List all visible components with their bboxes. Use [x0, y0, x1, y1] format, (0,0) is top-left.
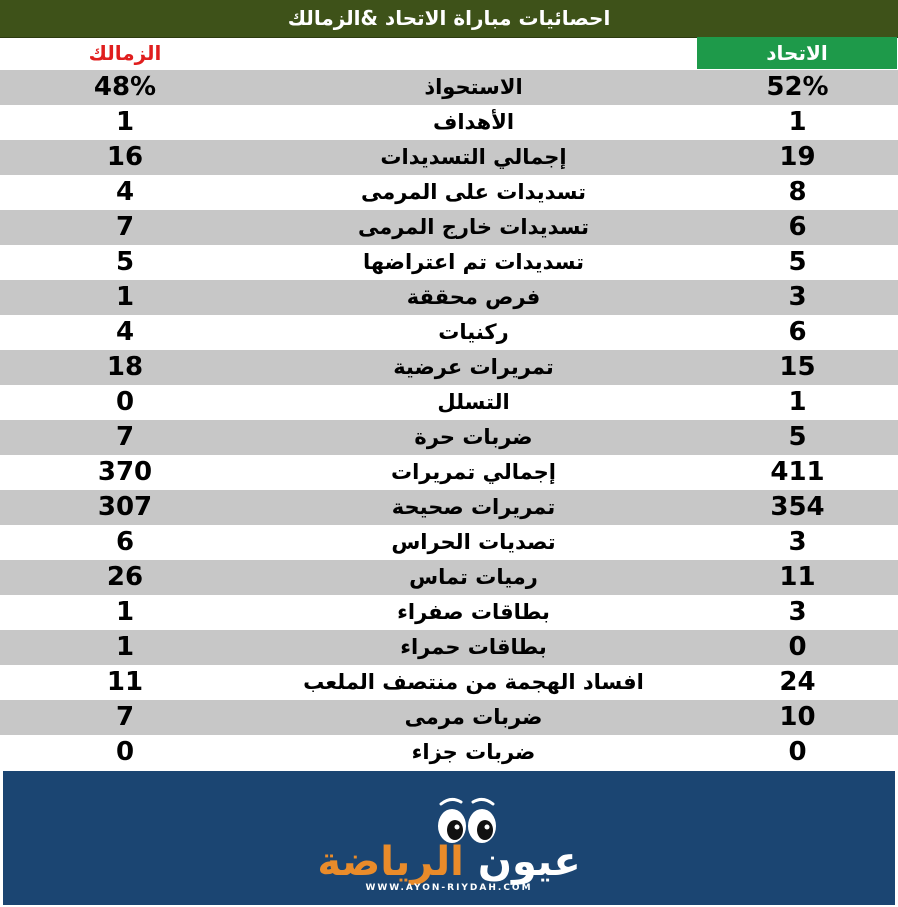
stat-home-value: 24 — [779, 667, 816, 697]
stat-home-value: 411 — [770, 457, 825, 487]
stat-home-value: 15 — [779, 352, 816, 382]
stat-away-value: 11 — [106, 667, 144, 697]
stat-away-value: 1 — [115, 597, 135, 627]
stat-label: الأهداف — [432, 110, 515, 134]
stat-row — [0, 455, 898, 490]
stat-label: إجمالي التسديدات — [380, 145, 567, 169]
stat-home-value: 3 — [788, 597, 807, 627]
stat-row — [0, 105, 898, 140]
stat-home-value: 10 — [779, 702, 816, 732]
stat-away-value: 4 — [115, 177, 135, 207]
footer-banner — [3, 771, 895, 905]
title-bar — [0, 0, 898, 38]
page-title: احصائيات مباراة الاتحاد &الزمالك — [287, 6, 611, 30]
stat-home-value: 354 — [770, 492, 825, 522]
stat-home-value: 8 — [788, 177, 807, 207]
stat-home-value: 3 — [788, 527, 807, 557]
stat-away-value: 26 — [106, 562, 144, 592]
stat-row — [0, 280, 898, 315]
stat-row — [0, 560, 898, 595]
stat-row — [0, 140, 898, 175]
stat-away-value: 48% — [93, 72, 157, 102]
stat-away-value: 16 — [106, 142, 144, 172]
stat-home-value: 19 — [779, 142, 816, 172]
stat-row — [0, 245, 898, 280]
stat-label: تسديدات على المرمى — [361, 180, 586, 204]
stat-label: تصديات الحراس — [391, 530, 556, 554]
stat-away-value: 4 — [115, 317, 135, 347]
stat-away-value: 7 — [115, 422, 135, 452]
stat-row — [0, 595, 898, 630]
logo-text-part2: الرياضة — [317, 839, 464, 885]
stat-away-value: 7 — [115, 702, 135, 732]
stat-home-value: 5 — [788, 422, 807, 452]
stat-away-value: 7 — [115, 212, 135, 242]
stat-row — [0, 630, 898, 665]
logo-text — [3, 839, 895, 885]
stat-label: إجمالي تمريرات — [390, 460, 557, 484]
stat-label: بطاقات حمراء — [400, 635, 547, 659]
stat-label: رميات تماس — [409, 565, 538, 589]
stat-away-value: 1 — [115, 282, 135, 312]
stat-away-value: 307 — [97, 492, 153, 522]
eyes-logo-icon — [433, 794, 503, 844]
stat-label: تمريرات صحيحة — [391, 495, 556, 519]
stat-home-value: 1 — [788, 387, 807, 417]
stat-home-value: 3 — [788, 282, 807, 312]
stat-home-value: 52% — [766, 72, 829, 102]
stat-home-value: 5 — [788, 247, 807, 277]
stat-label: الاستحواذ — [424, 75, 523, 99]
stat-home-value: 11 — [779, 562, 816, 592]
stat-row — [0, 700, 898, 735]
stat-row — [0, 735, 898, 770]
stat-row — [0, 665, 898, 700]
stat-row — [0, 175, 898, 210]
stat-label: ضربات حرة — [414, 425, 533, 449]
stat-label: افساد الهجمة من منتصف الملعب — [303, 670, 644, 694]
stat-label: التسلل — [437, 390, 510, 414]
stat-row — [0, 525, 898, 560]
stat-row — [0, 70, 898, 105]
stat-home-value: 6 — [788, 212, 807, 242]
stat-home-value: 0 — [788, 737, 807, 767]
stat-home-value: 1 — [788, 107, 807, 137]
stat-away-value: 370 — [97, 457, 153, 487]
team-away-header: الزمالك — [88, 41, 162, 65]
logo-url: WWW.AYON-RIYDAH.COM — [365, 883, 533, 893]
stat-label: ضربات جزاء — [411, 740, 536, 764]
stat-home-value: 0 — [788, 632, 807, 662]
stat-row — [0, 315, 898, 350]
stat-away-value: 1 — [115, 107, 135, 137]
stat-row — [0, 490, 898, 525]
stat-label: بطاقات صفراء — [397, 600, 550, 624]
stat-label: تسديدات تم اعتراضها — [362, 250, 585, 274]
stat-away-value: 5 — [115, 247, 135, 277]
stat-label: تسديدات خارج المرمى — [357, 215, 590, 239]
stat-away-value: 1 — [115, 632, 135, 662]
stat-row — [0, 350, 898, 385]
stat-row — [0, 210, 898, 245]
stat-away-value: 0 — [115, 737, 135, 767]
stat-row — [0, 420, 898, 455]
logo-text-part1: عيون — [477, 839, 581, 885]
stat-row — [0, 385, 898, 420]
stat-label: ركنيات — [438, 320, 509, 344]
stat-label: ضربات مرمى — [404, 705, 543, 729]
stat-label: فرص محققة — [406, 285, 541, 309]
stat-away-value: 6 — [115, 527, 135, 557]
stat-home-value: 6 — [788, 317, 807, 347]
team-home-header: الاتحاد — [697, 37, 897, 69]
stats-table — [0, 70, 898, 770]
stat-away-value: 0 — [115, 387, 135, 417]
stat-label: تمريرات عرضية — [393, 355, 554, 379]
stat-away-value: 18 — [106, 352, 144, 382]
